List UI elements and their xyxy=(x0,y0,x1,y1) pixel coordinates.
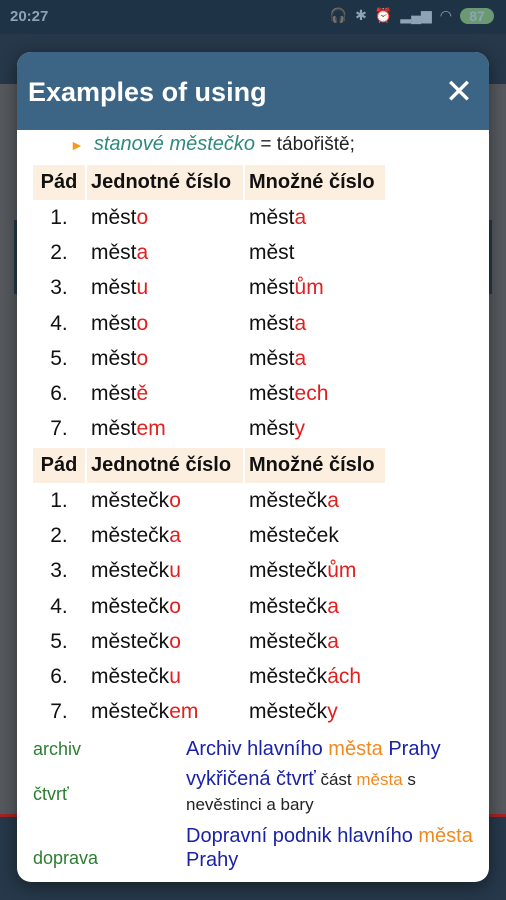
dialog-body[interactable] xyxy=(17,130,489,882)
word-stem: měst xyxy=(249,417,295,441)
association-text: města xyxy=(356,770,403,789)
singular-form[interactable] xyxy=(87,589,243,624)
word-ending: o xyxy=(136,346,149,370)
word-ending: o xyxy=(136,311,149,335)
plural-form[interactable] xyxy=(245,518,385,553)
word-ending: ům xyxy=(294,276,324,300)
headphones-icon: 🎧 xyxy=(329,7,348,23)
case-number: 4. xyxy=(50,594,68,618)
plural-form[interactable] xyxy=(245,589,385,624)
battery-icon: 87 xyxy=(460,8,494,24)
table-header-row xyxy=(33,448,385,483)
alarm-icon: ⏰ xyxy=(374,7,393,23)
word-ending: ům xyxy=(327,559,357,583)
word-ending: a xyxy=(169,523,181,547)
case-number: 5. xyxy=(50,629,68,653)
case-number: 6. xyxy=(50,665,68,689)
word-stem: měst xyxy=(91,417,137,441)
word-ending: o xyxy=(169,594,181,618)
singular-form[interactable] xyxy=(87,376,243,411)
table-row xyxy=(33,659,385,694)
association-text: s nevěstinci a bary xyxy=(186,770,416,814)
plural-form[interactable] xyxy=(245,695,385,730)
word-stem: měst xyxy=(249,205,295,229)
definition-term[interactable]: stanové městečko xyxy=(93,133,256,155)
word-stem: měst xyxy=(249,276,295,300)
association-text: Archiv hlavního xyxy=(186,738,329,760)
singular-form[interactable] xyxy=(87,624,243,659)
word-stem: městečk xyxy=(91,559,170,583)
header-singular: Jednotné číslo xyxy=(87,448,243,483)
association-text: Prahy xyxy=(186,849,239,871)
singular-form[interactable] xyxy=(87,200,243,235)
association-key[interactable]: čtvrť xyxy=(33,784,69,804)
singular-form[interactable] xyxy=(87,341,243,376)
association-value[interactable] xyxy=(186,767,489,817)
case-number: 4. xyxy=(50,311,68,335)
bullet-icon: ► xyxy=(70,137,84,153)
word-ending: u xyxy=(169,665,181,689)
case-number: 2. xyxy=(50,240,68,264)
word-stem: městečk xyxy=(91,665,170,689)
header-plural: Množné číslo xyxy=(245,165,385,200)
case-number: 3. xyxy=(50,276,68,300)
word-stem: měst xyxy=(91,205,137,229)
table-row xyxy=(33,306,385,341)
plural-form[interactable] xyxy=(245,235,385,270)
word-stem: městečk xyxy=(249,488,328,512)
association-text: města xyxy=(328,738,383,760)
word-stem: městečk xyxy=(91,629,170,653)
case-number: 7. xyxy=(50,700,68,724)
word-ending: ech xyxy=(294,382,329,406)
word-stem: městečk xyxy=(249,594,328,618)
dialog-header xyxy=(17,52,489,130)
word-stem: měst xyxy=(91,346,137,370)
status-bar xyxy=(0,0,506,34)
word-stem: měst xyxy=(249,240,295,264)
case-number: 1. xyxy=(50,205,68,229)
singular-form[interactable] xyxy=(87,306,243,341)
singular-form[interactable] xyxy=(87,235,243,270)
word-ending: ách xyxy=(327,665,362,689)
status-time: 20:27 xyxy=(10,8,49,25)
plural-form[interactable] xyxy=(245,483,385,518)
close-icon: ✕ xyxy=(444,73,474,111)
association-text: města xyxy=(418,825,473,847)
case-number: 2. xyxy=(50,523,68,547)
word-ending: u xyxy=(136,276,149,300)
header-singular: Jednotné číslo xyxy=(87,165,243,200)
association-key[interactable]: archiv xyxy=(33,739,82,759)
word-stem: měst xyxy=(91,311,137,335)
association-text: vykřičená čtvrť xyxy=(186,768,316,790)
table-row xyxy=(33,271,385,306)
word-stem: městečk xyxy=(249,559,328,583)
singular-form[interactable] xyxy=(87,271,243,306)
association-text: Prahy xyxy=(382,738,441,760)
association-text: část xyxy=(315,770,357,789)
word-ending: y xyxy=(327,700,338,724)
table-row xyxy=(33,589,385,624)
definition-equals: = xyxy=(255,134,277,155)
plural-form[interactable] xyxy=(245,659,385,694)
association-text: Dopravní podnik hlavního xyxy=(186,825,419,847)
table-row xyxy=(33,518,385,553)
signal-icon: ▂▄▆ xyxy=(400,7,432,23)
plural-form[interactable] xyxy=(245,624,385,659)
word-stem: městečk xyxy=(249,665,328,689)
declension-table-mestecko xyxy=(31,448,387,730)
word-ending: o xyxy=(169,629,181,653)
definition-line xyxy=(70,133,355,156)
examples-dialog xyxy=(17,52,489,882)
case-number: 6. xyxy=(50,382,68,406)
word-stem: měst xyxy=(249,346,295,370)
word-ending: u xyxy=(169,559,181,583)
association-value[interactable] xyxy=(186,824,489,872)
word-stem: měst xyxy=(91,382,137,406)
table-row xyxy=(33,235,385,270)
header-case: Pád xyxy=(33,448,85,483)
table-row xyxy=(33,695,385,730)
word-ending: a xyxy=(327,488,339,512)
case-number: 5. xyxy=(50,346,68,370)
close-button[interactable] xyxy=(439,72,479,112)
plural-form[interactable] xyxy=(245,200,385,235)
table-row xyxy=(33,341,385,376)
singular-form[interactable] xyxy=(87,554,243,589)
table-row xyxy=(33,624,385,659)
word-stem: městečk xyxy=(91,523,170,547)
word-stem: městečk xyxy=(91,488,170,512)
status-icons xyxy=(330,7,494,24)
plural-form[interactable] xyxy=(245,271,385,306)
word-stem: měst xyxy=(249,311,295,335)
word-stem: městeček xyxy=(249,523,339,547)
word-stem: měst xyxy=(249,382,295,406)
header-plural: Množné číslo xyxy=(245,448,385,483)
word-stem: měst xyxy=(91,240,137,264)
word-ending: em xyxy=(169,700,199,724)
word-ending: a xyxy=(294,346,307,370)
association-key[interactable]: doprava xyxy=(33,848,99,868)
word-stem: městečk xyxy=(249,629,328,653)
table-row xyxy=(33,483,385,518)
word-ending: y xyxy=(294,417,306,441)
table-row xyxy=(33,200,385,235)
singular-form[interactable] xyxy=(87,412,243,447)
plural-form[interactable] xyxy=(245,306,385,341)
case-number: 7. xyxy=(50,417,68,441)
definition-meaning: tábořiště; xyxy=(276,134,355,155)
word-ending: em xyxy=(136,417,166,441)
case-number: 3. xyxy=(50,559,68,583)
dialog-title: Examples of using xyxy=(28,77,267,107)
word-ending: o xyxy=(169,488,181,512)
word-ending: a xyxy=(327,629,339,653)
word-stem: městečk xyxy=(91,700,170,724)
word-ending: a xyxy=(294,205,307,229)
plural-form[interactable] xyxy=(245,412,385,447)
word-ending: o xyxy=(136,205,149,229)
plural-form[interactable] xyxy=(245,554,385,589)
header-case: Pád xyxy=(33,165,85,200)
table-header-row xyxy=(33,165,385,200)
singular-form[interactable] xyxy=(87,518,243,553)
word-stem: měst xyxy=(91,276,137,300)
table-row xyxy=(33,376,385,411)
plural-form[interactable] xyxy=(245,341,385,376)
association-value[interactable] xyxy=(186,737,489,761)
declension-table-mesto xyxy=(31,165,387,447)
singular-form[interactable] xyxy=(87,695,243,730)
wifi-icon: ◠ xyxy=(439,7,452,23)
bluetooth-icon: ✱ xyxy=(355,7,367,23)
table-row xyxy=(33,554,385,589)
singular-form[interactable] xyxy=(87,659,243,694)
word-stem: městečk xyxy=(91,594,170,618)
singular-form[interactable] xyxy=(87,483,243,518)
table-row xyxy=(33,412,385,447)
word-stem: městečk xyxy=(249,700,328,724)
case-number: 1. xyxy=(50,488,68,512)
word-ending: a xyxy=(327,594,339,618)
word-ending: a xyxy=(136,240,149,264)
word-ending: ě xyxy=(136,382,149,406)
word-ending: a xyxy=(294,311,307,335)
plural-form[interactable] xyxy=(245,376,385,411)
